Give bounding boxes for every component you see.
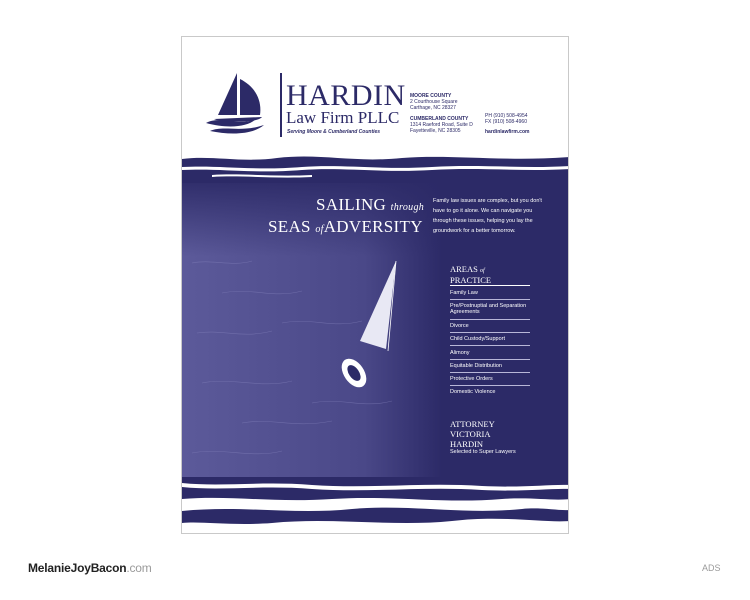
practice-area: Alimony [450,350,470,356]
areas-title-word: of [480,268,485,274]
headline-word: SEAS [268,217,311,236]
phone: PH (910) 508-4954 [485,113,528,119]
credit-name: MelanieJoyBacon [28,561,127,575]
headline-word: SAILING [316,195,387,214]
office-line1: 1314 Raeford Road, Suite D [410,122,473,128]
practice-area: Pre/Postnuptial and Separation Agreements [450,303,527,315]
office-line1: 2 Courthouse Square [410,99,458,105]
firm-tagline: Serving Moore & Cumberland Counties [287,129,381,135]
headline-line2 [268,217,423,237]
attorney-line: VICTORIA [450,429,491,439]
divider [450,359,530,360]
practice-area: Family Law [450,290,478,296]
attorney-line: HARDIN [450,439,484,449]
office-moore [410,93,458,111]
firm-name: HARDIN [286,79,406,112]
areas-title-word: AREAS [450,264,478,274]
divider [450,319,530,320]
fax: FX (910) 508-4960 [485,119,527,125]
sailboat-logo-icon [204,69,270,135]
office-county: MOORE COUNTY [410,93,452,99]
header-divider [280,73,282,137]
divider [450,385,530,386]
areas-title [450,265,491,285]
ad-artwork [181,36,569,534]
office-county: CUMBERLAND COUNTY [410,116,469,122]
areas-rule [450,285,530,286]
practice-area: Child Custody/Support [450,336,506,342]
divider [450,372,530,373]
headline-line1 [316,195,424,215]
category-tag[interactable]: ADS [702,563,721,573]
areas-title-word: PRACTICE [450,275,492,285]
divider [450,299,530,300]
attorney-line: ATTORNEY [450,419,495,429]
office-line2: Carthage, NC 28327 [410,105,456,111]
website: hardinlawfirm.com [485,129,530,135]
intro-text: Family law issues are complex, but you don't have to go it alone. We can navigate you through these issues, helping you lay the groundwork for a better tomorrow. [433,198,542,234]
attorney-note: Selected to Super Lawyers [450,449,516,455]
divider [450,332,530,333]
designer-credit[interactable] [28,561,152,575]
credit-domain: .com [126,561,152,575]
firm-subtitle: Law Firm PLLC [286,108,400,127]
headline-word: through [390,202,425,213]
attorney-name [450,419,495,449]
practice-area: Divorce [450,323,469,329]
headline-word: ADVERSITY [323,217,423,236]
divider [450,345,530,346]
practice-area: Domestic Violence [450,389,496,395]
office-cumberland [410,116,473,134]
practice-area: Equitable Distribution [450,363,502,369]
headline-word: of [315,224,324,235]
office-line2: Fayetteville, NC 28305 [410,128,461,134]
practice-area: Protective Orders [450,376,493,382]
